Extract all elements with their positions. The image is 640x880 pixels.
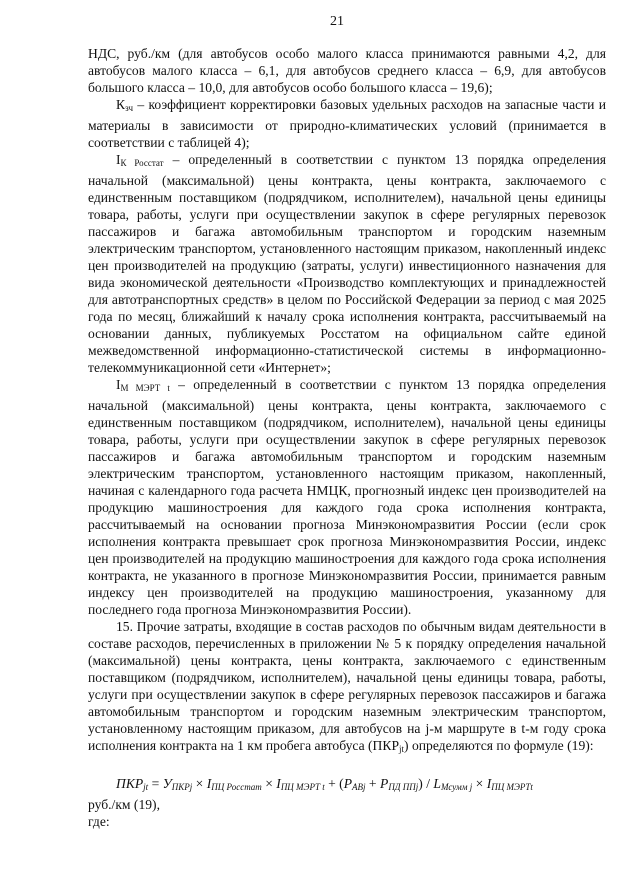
formula-plus-2: +: [365, 776, 380, 791]
symbol-k-subscript: зч: [125, 103, 133, 113]
paragraph-kzch: [88, 96, 606, 151]
formula-times-2: ×: [261, 776, 277, 791]
formula-plus-1: + (: [324, 776, 344, 791]
paragraph-im-mert: [88, 376, 606, 618]
formula-u-subscript: ПКРj: [171, 782, 193, 792]
formula-r2: Р: [380, 776, 389, 791]
symbol-im: I: [116, 377, 121, 392]
formula-i3-subscript: ПЦ МЭРТt: [491, 782, 533, 792]
formula-divide: ) /: [418, 776, 434, 791]
paragraph-15-subscript: jt: [399, 744, 405, 754]
formula-times-1: ×: [192, 776, 207, 791]
formula-i3: I: [486, 776, 492, 791]
formula-l-subscript: Мсумм j: [440, 782, 473, 792]
formula-i1-subscript: ПЦ Росстат: [211, 782, 262, 792]
formula-equals: =: [148, 776, 163, 791]
formula-unit-line: руб./км (19),: [88, 797, 160, 812]
document-body: [88, 45, 606, 830]
formula-i2-subscript: ПЦ МЭРТ t: [280, 782, 325, 792]
formula-i1: I: [206, 776, 212, 791]
paragraph-vat: НДС, руб./км (для автобусов особо малого класса принимаются равными 4,2, для автобусов малого класса – 6,1, для автобусов среднего класса – 6,9, для автобусов большого класса – 10,0, для автобусов особо большого класса – 19,6);: [88, 46, 606, 95]
formula-u: У: [162, 776, 172, 791]
paragraph-kzch-text: – коэффициент корректировки базовых удельных расходов на запасные части и материалы в зависимости от природно-климатических условий (принимается в соответствии с таблицей 4);: [88, 97, 606, 150]
symbol-k: К: [116, 97, 126, 112]
where-label: где:: [88, 814, 110, 829]
paragraph-15: [88, 618, 606, 758]
formula-i2: I: [276, 776, 281, 791]
symbol-im-subscript: М МЭРТ t: [120, 383, 170, 393]
paragraph-ik-text: – определенный в соответствии с пунктом 13 порядка определения начальной (максимальной) цены контракта, цены контракта, заключаемого с единственным поставщиком (подрядчиком, исполнителем), начальной цены единицы товара, работы, услуги при осуществлении закупок в сфере регулярных перевозок пассажиров и багажа автомобильным транспортом и городским наземным электрическим транспортом, установленного настоящим приказом, накопленный индекс цен производителей на продукцию (затраты, услуги) инвестиционного назначения для вида экономической деятельности «Производство комплектующих и принадлежностей для автотранспортных средств» в целом по Российской Федерации за период с мая 2025 года по месяц, ближайший к началу срока исполнения контракта, рассчитываемый на основании данных, публикуемых Росстатом на официальном сайте единой межведомственной информационно-статистической системы в информационно-телекоммуникационной сети «Интернет»;: [88, 152, 606, 375]
formula-pkr: ПКР: [116, 776, 144, 791]
paragraph-15-text: 15. Прочие затраты, входящие в состав расходов по обычным видам деятельности в составе расходов, перечисленных в приложении № 5 к порядку определения начальной (максимальной) цены контракта, цены контракта, заключаемого с единственным поставщиком (подрядчиком, исполнителем), начальной цены единицы товара, работы, услуги при осуществлении закупок в сфере регулярных перевозок пассажиров и багажа автомобильным транспортом и городским наземным электрическим транспортом, установленному настоящим приказом, для автобусов на j-м маршруте в t-м году срока исполнения контракта на 1 км пробега автобуса (ПКР: [88, 619, 606, 753]
formula-19: [116, 775, 606, 796]
formula-r1-subscript: АВj: [352, 782, 366, 792]
paragraph-15-end: ) определяются по формуле (19):: [404, 738, 594, 753]
formula-r1: Р: [343, 776, 353, 791]
formula-r2-subscript: ПД ППj: [388, 782, 419, 792]
page-number: 21: [330, 14, 344, 29]
symbol-ik-subscript: К Росстат: [120, 158, 164, 168]
formula-l: L: [433, 776, 441, 791]
paragraph-ik-rosstat: [88, 151, 606, 376]
formula-times-3: ×: [472, 776, 487, 791]
formula-pkr-subscript: jt: [143, 782, 149, 792]
paragraph-im-text: – определенный в соответствии с пунктом 13 порядка определения начальной (максимальной) цены контракта, цены контракта, заключаемого с единственным поставщиком (подрядчиком, исполнителем), начальной цены единицы товара, работы, услуги при осуществлении закупок в сфере регулярных перевозок пассажиров и багажа автомобильным транспортом и городским наземным электрическим транспортом, установленного настоящим приказом, накопленный, начиная с календарного года расчета НМЦК, прогнозный индекс цен производителей на продукцию машиностроения для каждого года срока исполнения контракта, рассчитываемый на основании прогноза Минэкономразвития России (если срок исполнения контракта превышает срок прогноза Минэкономразвития России, индекс цен производителей на продукцию машиностроения для каждого года срока исполнения контракта, не указанного в прогнозе Минэкономразвития России, принимается равным индексу цен производителей на продукцию машиностроения, указанному для последнего года прогноза Минэкономразвития России).: [88, 377, 606, 617]
symbol-ik: I: [116, 152, 121, 167]
